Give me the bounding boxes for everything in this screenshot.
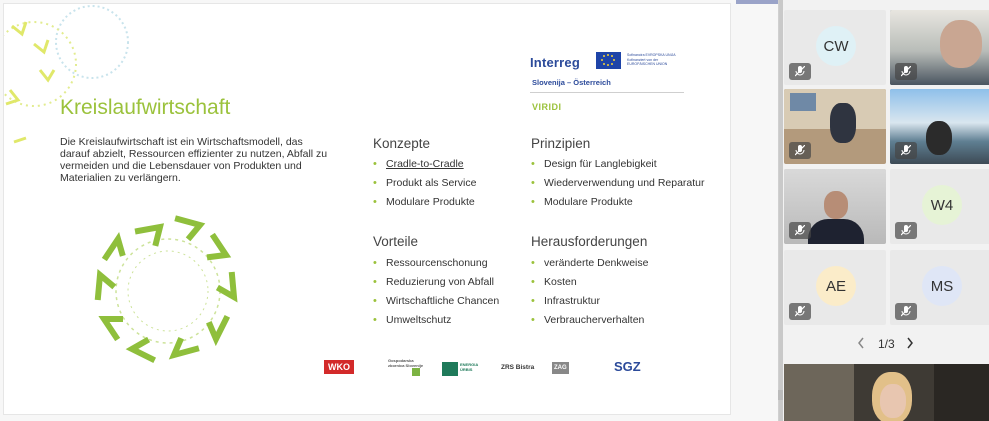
participant-tile-ms[interactable] bbox=[890, 250, 989, 325]
person-silhouette bbox=[830, 103, 856, 143]
video-background-left bbox=[784, 364, 854, 421]
programme-region: Slovenija – Österreich bbox=[532, 78, 611, 87]
list-vorteile bbox=[373, 256, 499, 332]
partner-logo-gzs: Gospodarska zbornica Slovenije bbox=[388, 358, 424, 368]
mic-muted-icon bbox=[789, 303, 811, 320]
chevron-right-icon[interactable] bbox=[905, 336, 915, 355]
list-item: • Reduzierung von Abfall bbox=[373, 275, 499, 294]
mic-muted-icon bbox=[789, 63, 811, 80]
list-herausforderungen bbox=[531, 256, 648, 332]
mic-muted-icon bbox=[895, 142, 917, 159]
circular-arrows-graphic bbox=[86, 209, 256, 379]
list-item: • Wirtschaftliche Chancen bbox=[373, 294, 499, 313]
pager-label: 1/3 bbox=[878, 337, 895, 351]
list-item: • Verbraucherverhalten bbox=[531, 313, 648, 332]
list-item[interactable]: • Cradle-to-Cradle bbox=[373, 157, 476, 176]
list-konzepte bbox=[373, 157, 476, 214]
avatar: W4 bbox=[922, 185, 962, 225]
slide-intro-text: Die Kreislaufwirtschaft ist ein Wirtschaftsmodell, das darauf abzielt, Ressourcen effizienter zu nutzen, Abfall zu vermeiden und die Lebensdauer von Produkten und Materialien zu verlängern. bbox=[60, 136, 328, 184]
partner-logo-zag: ZAG bbox=[552, 362, 569, 374]
mic-muted-icon bbox=[895, 63, 917, 80]
person-silhouette bbox=[940, 20, 982, 68]
person-face bbox=[880, 384, 906, 418]
avatar: AE bbox=[816, 266, 856, 306]
header-divider bbox=[530, 92, 684, 93]
list-item: • Modulare Produkte bbox=[531, 195, 705, 214]
eu-flag-icon bbox=[596, 52, 621, 69]
participant-tile-video[interactable] bbox=[890, 10, 989, 85]
list-item: • Kosten bbox=[531, 275, 648, 294]
person-face bbox=[824, 191, 848, 219]
participant-tile-video[interactable] bbox=[784, 169, 886, 244]
list-item: • Design für Langlebigkeit bbox=[531, 157, 705, 176]
swirl-decoration-top bbox=[4, 4, 144, 154]
partner-logo-zrs: ZRS Bistra bbox=[501, 364, 535, 371]
chevron-left-icon[interactable] bbox=[856, 336, 866, 355]
mic-muted-icon bbox=[895, 303, 917, 320]
participant-tile-ae[interactable] bbox=[784, 250, 886, 325]
interreg-logo: Interreg bbox=[530, 55, 581, 70]
participant-tile-cw[interactable] bbox=[784, 10, 886, 85]
mic-muted-icon bbox=[895, 222, 917, 239]
eu-cofunding-text: Sofinancira EVROPSKA UNIJA Kofinanziert von der EUROPÄISCHEN UNION bbox=[627, 53, 676, 66]
list-item: • Modulare Produkte bbox=[373, 195, 476, 214]
panel-scrollbar[interactable] bbox=[779, 0, 783, 421]
avatar: MS bbox=[922, 266, 962, 306]
list-item: • Umweltschutz bbox=[373, 313, 499, 332]
section-heading-herausforderungen: Herausforderungen bbox=[531, 234, 648, 249]
participant-tile-w4[interactable] bbox=[890, 169, 989, 244]
mic-muted-icon bbox=[789, 222, 811, 239]
section-heading-prinzipien: Prinzipien bbox=[531, 136, 591, 151]
list-item: • veränderte Denkweise bbox=[531, 256, 648, 275]
list-item: • Produkt als Service bbox=[373, 176, 476, 195]
person-silhouette bbox=[926, 121, 952, 155]
gzs-mark-icon bbox=[412, 368, 420, 376]
slide-title: Kreislaufwirtschaft bbox=[60, 96, 231, 119]
person-silhouette bbox=[808, 219, 864, 244]
scroll-arrow-icon[interactable] bbox=[778, 390, 783, 400]
energia-mark-icon bbox=[442, 362, 458, 376]
list-prinzipien bbox=[531, 157, 705, 214]
mic-muted-icon bbox=[789, 142, 811, 159]
partner-logo-sgz: SGZ bbox=[614, 359, 641, 374]
list-item: • Wiederverwendung und Reparatur bbox=[531, 176, 705, 195]
list-item: • Ressourcenschonung bbox=[373, 256, 499, 275]
section-heading-konzepte: Konzepte bbox=[373, 136, 431, 151]
video-background-right bbox=[934, 364, 989, 421]
wall-picture bbox=[790, 93, 816, 111]
list-item: • Infrastruktur bbox=[531, 294, 648, 313]
section-heading-vorteile: Vorteile bbox=[373, 234, 419, 249]
partner-logo-wko: WKO bbox=[324, 360, 354, 374]
participant-tile-video[interactable] bbox=[784, 89, 886, 164]
active-speaker-video[interactable] bbox=[784, 364, 989, 421]
partner-logo-energia: ENERGIA ÚRBIS bbox=[460, 362, 479, 372]
participant-tile-video[interactable] bbox=[890, 89, 989, 164]
window-top-strip bbox=[736, 0, 780, 4]
shared-slide bbox=[4, 4, 730, 414]
avatar: CW bbox=[816, 26, 856, 66]
project-name: VIRIDI bbox=[532, 102, 562, 112]
